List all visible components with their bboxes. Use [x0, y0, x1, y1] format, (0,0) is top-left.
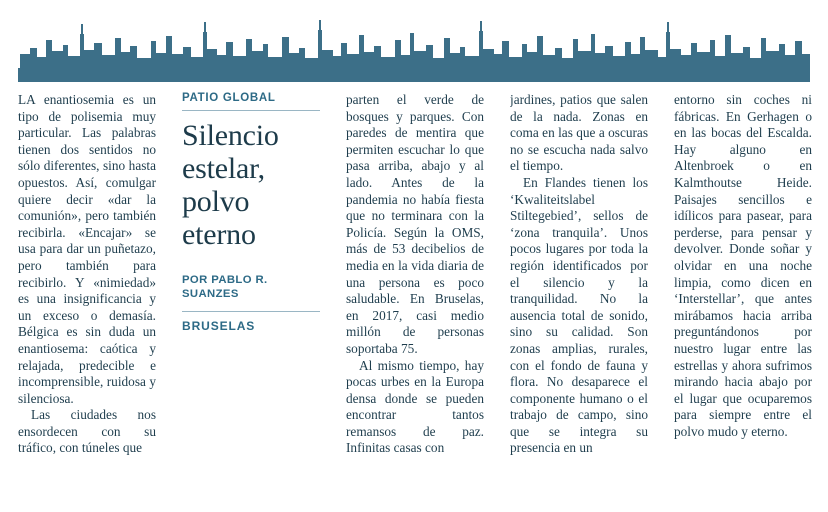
article-column-4 [674, 92, 812, 504]
dateline: BRUSELAS [182, 319, 256, 333]
article-headline-column [182, 92, 320, 504]
skyline-header-graphic [18, 10, 810, 82]
article-column-2 [346, 92, 484, 504]
byline-divider [182, 311, 320, 312]
paragraph: Las ciudades nos ensordecen con su tráfico, con túneles que [18, 407, 156, 456]
byline: POR PABLO R. SUANZES [182, 274, 268, 300]
kicker-divider [182, 110, 320, 111]
paragraph: En Flandes tienen los ‘Kwaliteitslabel Stiltegebied’, sellos de ‘zona tranquila’. Unos pocos lugares por toda la región identificados por el silencio y la tranquilidad. No la ausencia total de sonido, sino su calidad. Son zonas amplias, rurales, con el fondo de fauna y flora. No desaparece el componente humano o el trabajo de campo, sino que se integra su presencia en un [510, 174, 648, 456]
paragraph: jardines, patios que salen de la nada. Zonas en coma en las que a oscuras no se escucha nada salvo el tiempo. [510, 92, 648, 174]
paragraph: entorno sin coches ni fábricas. En Gerhagen o en las bocas del Escalda. Hay alguno en Altenbroek o en Kalmthoutse Heide. Paisajes sencillos e idílicos para pasear, para perderse, para pensar y devolver. Donde soñar y olvidar en una noche limpia, como dicen en ‘Interstellar’, que antes mirábamos hacia arriba preguntándonos por nuestro lugar entre las estrellas y ahora sufrimos mirando hacia abajo por el lugar que ocuparemos para siempre entre el polvo mudo y eterno. [674, 92, 812, 439]
paragraph: Al mismo tiempo, hay pocas urbes en la Europa densa donde se pueden encontrar tantos remansos de paz. Infinitas casas con [346, 357, 484, 456]
paragraph: parten el verde de bosques y parques. Con paredes de mentira que permiten escuchar lo que pasa arriba, abajo y al lado. Antes de la pandemia no había fiesta que no terminara con la Policía. Según la OMS, más de 53 decibelios de media en la vida diaria de una persona es poco saludable. En Bruselas, en 2017, casi medio millón de personas soportaba 75. [346, 92, 484, 356]
article-column-3 [510, 92, 648, 504]
article-column-1 [18, 92, 156, 504]
page-title: Silencio estelar, polvo eterno [182, 119, 279, 251]
article-columns [18, 92, 812, 504]
section-kicker: PATIO GLOBAL [182, 92, 276, 104]
city-skyline-icon [18, 10, 810, 82]
paragraph: LA enantiosemia es un tipo de polisemia muy particular. Las palabras tienen dos sentidos no sólo diferentes, sino hasta opuestos. Así, comulgar quiere decir «dar la comunión», pero también recibirla. «Encajar» se usa para dar un puñetazo, pero también para recibirlo. Y «nimiedad» es una insignificancia y un exceso o demasía. Bélgica es sin duda un enantiosema: caótica y relajada, predecible e incomprensible, ruidosa y silenciosa. [18, 92, 156, 406]
